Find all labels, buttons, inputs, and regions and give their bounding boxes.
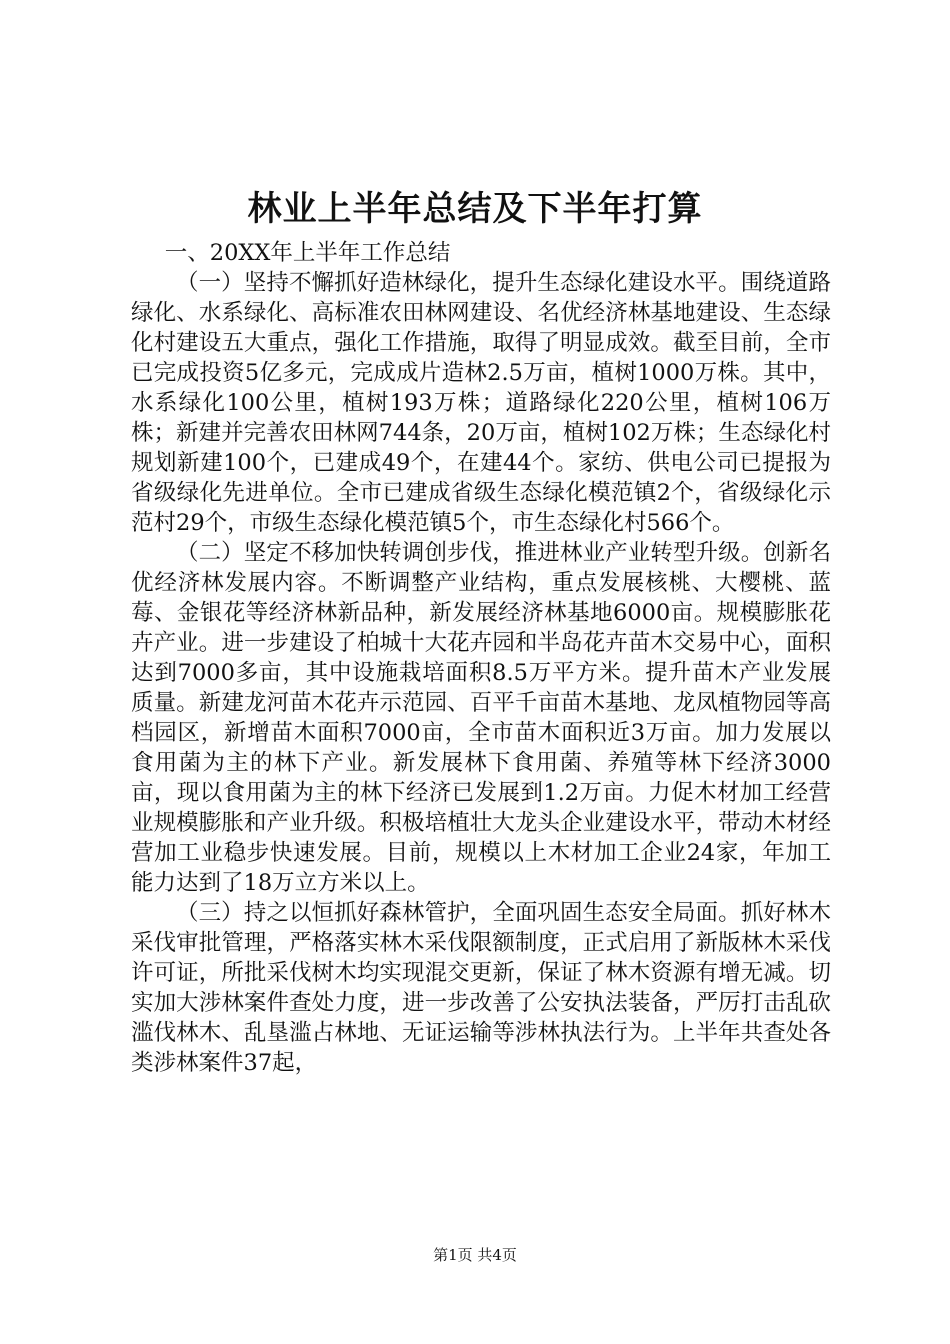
section-heading: 一、20XX年上半年工作总结 — [164, 240, 451, 266]
paragraph-afforestation: （一）坚持不懈抓好造林绿化，提升生态绿化建设水平。围绕道路绿化、水系绿化、高标准农田林网建设、名优经济林基地建设、生态绿化村建设五大重点，强化工作措施，取得了明显成效。截至目前，全市已完成投资5亿多元，完成成片造林2.5万亩，植树1000万株。其中，水系绿化100公里，植树193万株；道路绿化220公里，植树106万株；新建并完善农田林网744条，20万亩，植树102万株；生态绿化村规划新建100个，已建成49个，在建44个。家纺、供电公司已提报为省级绿化先进单位。全市已建成省级生态绿化模范镇2个，省级绿化示范村29个，市级生态绿化模范镇5个，市生态绿化村566个。 — [131, 270, 831, 536]
page-footer: 第1页 共4页 — [433, 1246, 517, 1264]
document-body — [131, 238, 831, 1078]
paragraph-industry-transformation: （二）坚定不移加快转调创步伐，推进林业产业转型升级。创新名优经济林发展内容。不断调整产业结构，重点发展核桃、大樱桃、蓝莓、金银花等经济林新品种，新发展经济林基地6000亩。规模膨胀花卉产业。进一步建设了柏城十大花卉园和半岛花卉苗木交易中心，面积达到7000多亩，其中设施栽培面积8.5万平方米。提升苗木产业发展质量。新建龙河苗木花卉示范园、百平千亩苗木基地、龙凤植物园等高档园区，新增苗木面积7000亩，全市苗木面积近3万亩。加力发展以食用菌为主的林下产业。新发展林下食用菌、养殖等林下经济3000亩，现以食用菌为主的林下经济已发展到1.2万亩。力促木材加工经营业规模膨胀和产业升级。积极培植壮大龙头企业建设水平，带动木材经营加工业稳步快速发展。目前，规模以上木材加工企业24家，年加工能力达到了18万立方米以上。 — [131, 540, 831, 896]
paragraph-forest-protection: （三）持之以恒抓好森林管护，全面巩固生态安全局面。抓好林木采伐审批管理，严格落实林木采伐限额制度，正式启用了新版林木采伐许可证，所批采伐树木均实现混交更新，保证了林木资源有增无减。切实加大涉林案件查处力度，进一步改善了公安执法装备，严厉打击乱砍滥伐林木、乱垦滥占林地、无证运输等涉林执法行为。上半年共查处各类涉林案件37起， — [131, 900, 831, 1076]
document-title: 林业上半年总结及下半年打算 — [247, 189, 703, 229]
